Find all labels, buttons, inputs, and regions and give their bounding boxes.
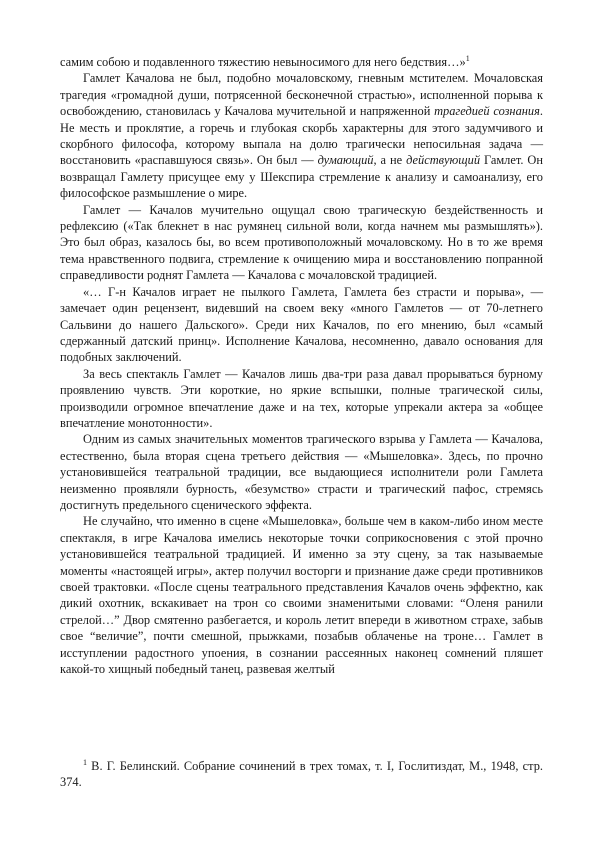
paragraph: За весь спектакль Гамлет — Качалов лишь два-три раза давал прорываться бурному проявлению чувств. Эти короткие, но яркие вспышки, полные трагической силы, производили огромное впечатление даже и на тех, которые упрекали актера за «общее впечатление монотонности». [60, 366, 543, 430]
text-run: Гамлет. Он возвращал Гамлету присущее ему у Шекспира стремление к анализу и самоанализу, его философское размышление о мире. [60, 153, 543, 201]
text-run: Гамлет Качалова не был, подобно мочаловскому, гневным мстителем. Мочаловская трагедия «громадной души, потрясенной бесконечной страстью», исполненной порыва к освобождению, становилась у Качалова мучительной и напряженной [60, 71, 543, 119]
paragraph: «… Г-н Качалов играет не пылкого Гамлета, Гамлета без страсти и порыва», — замечает один рецензент, видевший на своем веку «много Гамлетов — от 70-летнего Сальвини до нашего Дальского». Среди них Качалов, по его мнению, был «самый сдержанный датский принц». Исполнение Качалова, несомненно, давало основания для подобных заключений. [60, 284, 543, 365]
text-run: , а не [373, 153, 407, 168]
paragraph: Одним из самых значительных моментов трагического взрыва у Гамлета — Качалова, естественно, была вторая сцена третьего действия — «Мышеловка». Здесь, по прочно установившейся театральной традиции, все выдающиеся исполнители роли Гамлета неизменно проявляли бурность, «безумство» страсти и трагический пафос, стремясь достигнуть предельного сценического эффекта. [60, 432, 543, 512]
footnote-number: 1 [83, 757, 87, 767]
emphasis: трагедией сознания [434, 104, 540, 119]
paragraph [60, 70, 543, 201]
footnote-text: В. Г. Белинский. Собрание сочинений в трех томах, т. I, Гослитиздат, М., 1948, стр. 374. [60, 759, 543, 790]
emphasis: действующий [406, 153, 481, 168]
footnote-reference[interactable]: 1 [465, 53, 470, 63]
paragraph: Не случайно, что именно в сцене «Мышеловка», больше чем в каком-либо ином месте спектакля, в игре Качалова имелись некоторые точки соприкосновения с этой прочно установившейся театральной традицией. И именно за эту сцену, за так называемые моменты «настоящей игры», актер получил восторги и признание даже среди противников своей трактовки. «После сцены театрального представления Качалов очень эффектно, как дикий охотник, вскакивает на трон со своими знаменитыми словами: “Оленя ранили стрелой…” Двор смятенно разбегается, и король летит впереди в животном страхе, забыв свое “величие”, почти смешной, прыжками, позабыв облаченье на троне… Гамлет в исступлении радостного упоения, в сознании рассеянных наконец сомнений пляшет какой-то хищный победный танец, развевая желтый [60, 514, 543, 677]
footnote [60, 758, 543, 791]
page-body [60, 54, 543, 677]
paragraph-continuation [60, 54, 543, 70]
text-run: . Не месть и проклятие, а горечь и глубокая скорбь характерны для этого задумчивого и скорбного философа, которому выпала на долю трагически непосильная задача — восстановить «распавшуюся связь». Он был — [60, 104, 543, 168]
paragraph-text: самим собою и подавленного тяжестию невыносимого для него бедствия…» [60, 55, 466, 69]
paragraph: Гамлет — Качалов мучительно ощущал свою трагическую бездейственность и рефлексию («Так блекнет в нас румянец сильной воли, когда начнем мы размышлять»). Это был образ, казалось бы, во всем противоположный мочаловскому. Но в то же время тема нравственного подвига, стремление к очищению мира и восстановлению попранной справедливости роднят Гамлета — Качалова с мочаловской традицией. [60, 202, 543, 283]
footnotes [60, 758, 543, 791]
emphasis: думающий [317, 153, 374, 168]
